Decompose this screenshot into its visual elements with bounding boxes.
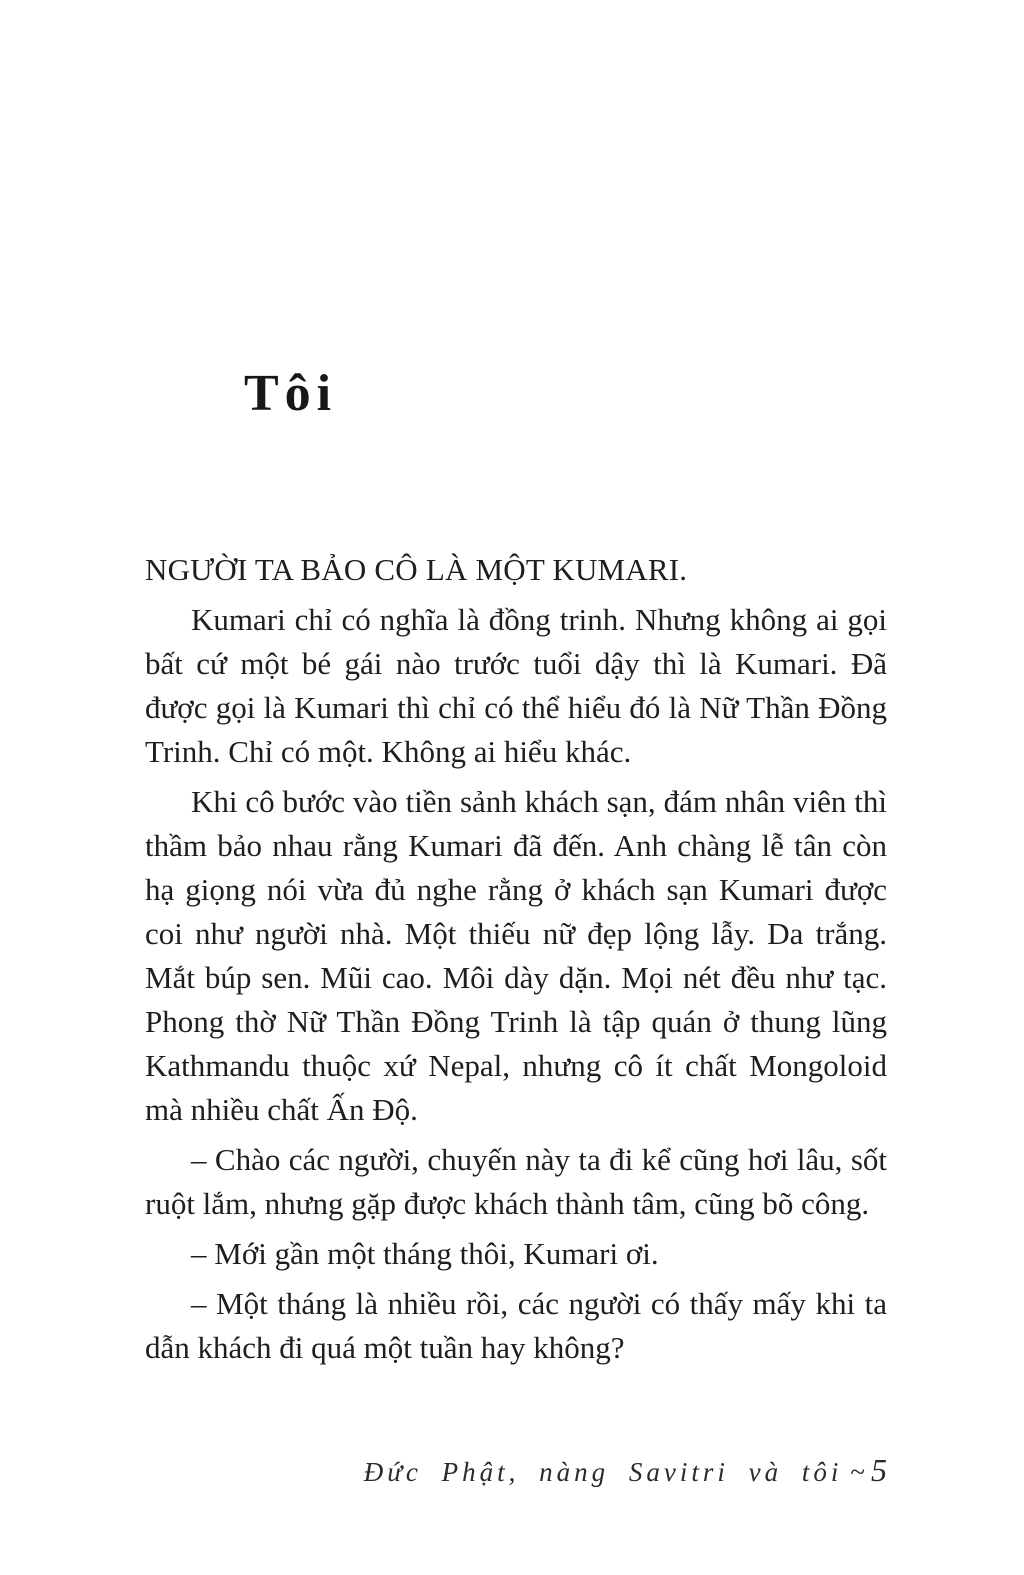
paragraph: Kumari chỉ có nghĩa là đồng trinh. Nhưng không ai gọi bất cứ một bé gái nào trước tuổi dậy thì là Kumari. Đã được gọi là Kumari thì chỉ có thể hiểu đó là Nữ Thần Đồng Trinh. Chỉ có một. Không ai hiểu khác. xyxy=(145,602,887,769)
paragraph-dialogue: – Mới gần một tháng thôi, Kumari ơi. xyxy=(191,1236,659,1271)
paragraph-opening: NGƯỜI TA BẢO CÔ LÀ MỘT KUMARI. xyxy=(145,552,688,587)
running-footer xyxy=(364,1452,887,1489)
page-number: 5 xyxy=(871,1452,887,1488)
chapter-title: Tôi xyxy=(244,365,338,422)
footer-book-title: Đức Phật, nàng Savitri và tôi xyxy=(363,1457,843,1487)
body-text xyxy=(145,548,887,1376)
paragraph: Khi cô bước vào tiền sảnh khách sạn, đám nhân viên thì thầm bảo nhau rằng Kumari đã đến. Anh chàng lễ tân còn hạ giọng nói vừa đủ nghe rằng ở khách sạn Kumari được coi như người nhà. Một thiếu nữ đẹp lộng lẫy. Da trắng. Mắt búp sen. Mũi cao. Môi dày dặn. Mọi nét đều như tạc. Phong thờ Nữ Thần Đồng Trinh là tập quán ở thung lũng Kathmandu thuộc xứ Nepal, nhưng cô ít chất Mongoloid mà nhiều chất Ấn Độ. xyxy=(145,784,887,1127)
paragraph-dialogue: – Một tháng là nhiều rồi, các người có thấy mấy khi ta dẫn khách đi quá một tuần hay không? xyxy=(145,1286,887,1365)
footer-separator: ~ xyxy=(850,1457,865,1487)
paragraph-dialogue: – Chào các người, chuyến này ta đi kể cũng hơi lâu, sốt ruột lắm, nhưng gặp được khách thành tâm, cũng bõ công. xyxy=(145,1142,887,1221)
